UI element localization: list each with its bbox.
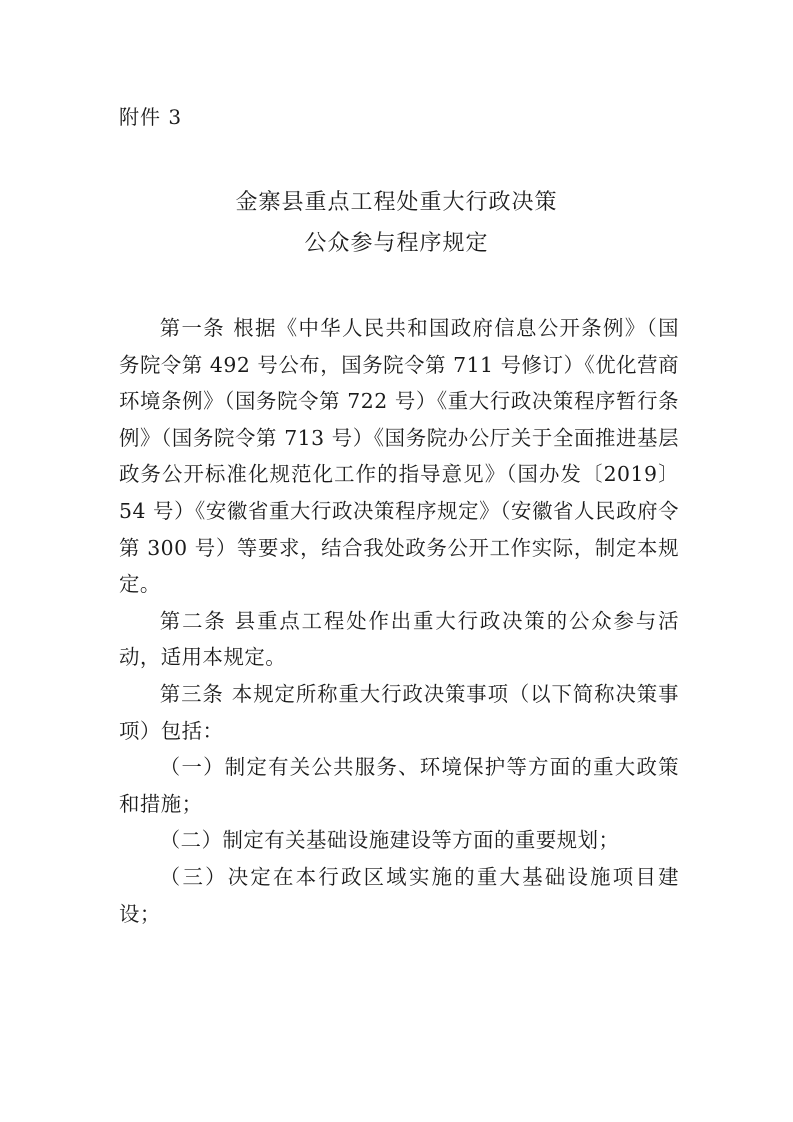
article-1 bbox=[119, 310, 679, 603]
document-body bbox=[119, 310, 679, 932]
list-item-2: （二）制定有关基础设施建设等方面的重要规划； bbox=[159, 828, 620, 853]
article-1-text: 根据《中华人民共和国政府信息公开条例》（国务院令第 492 号公布，国务院令第 711 号修订）《优化营商环境条例》（国务院令第 722 号）《重大行政决策程序暂行条例》（国务院令第 713 号）《国务院办公厅关于全面推进基层政务公开标准化规范化工作的指导意见》（国办发〔2019〕54 号）《安徽省重大行政决策程序规定》（安徽省人民政府令第 300 号）等要求，结合我处政务公开工作实际，制定本规定。 bbox=[119, 316, 679, 597]
list-item-1: （一）制定有关公共服务、环境保护等方面的重大政策和措施； bbox=[119, 755, 679, 816]
list-item-3: （三）决定在本行政区域实施的重大基础设施项目建设； bbox=[119, 864, 679, 926]
attachment-label: 附件 3 bbox=[119, 105, 183, 129]
article-1-label: 第一条 bbox=[159, 316, 226, 340]
article-3-text: 本规定所称重大行政决策事项（以下简称决策事项）包括： bbox=[119, 681, 680, 743]
article-3-label: 第三条 bbox=[159, 681, 224, 706]
article-2 bbox=[119, 603, 679, 676]
document-title-line-1: 金寨县重点工程处重大行政决策 bbox=[235, 190, 558, 215]
document-title-line-2: 公众参与程序规定 bbox=[304, 231, 489, 256]
article-3 bbox=[119, 676, 679, 749]
article-2-label: 第二条 bbox=[159, 608, 227, 633]
article-2-text: 县重点工程处作出重大行政决策的公众参与活动，适用本规定。 bbox=[119, 608, 680, 670]
